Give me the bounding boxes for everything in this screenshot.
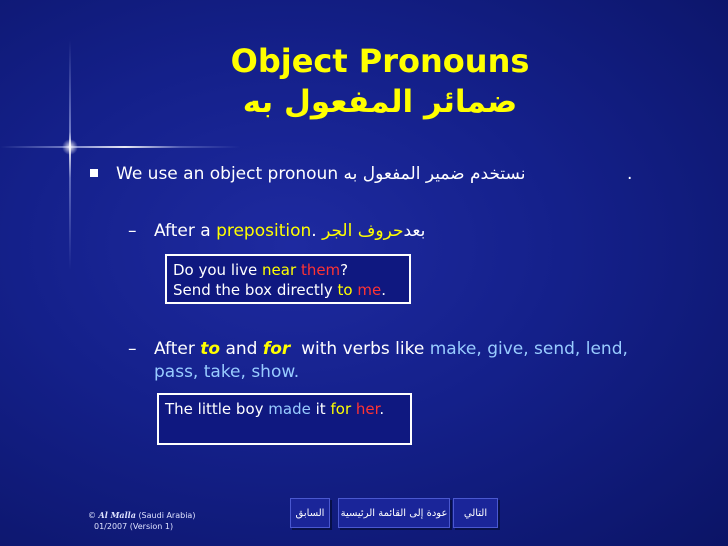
sub2-verbs-line2: pass, take, show.: [154, 362, 300, 382]
slide-title-english: Object Pronouns: [230, 42, 530, 80]
example2-punct: .: [379, 400, 385, 418]
example2-text: The little boy: [165, 400, 264, 418]
example1-text: Send the box directly: [173, 281, 333, 299]
example1-preposition: to: [337, 281, 353, 299]
bullet-text-arabic: نستخدم ضمير المفعول به: [343, 164, 526, 184]
sub1-period: .: [311, 221, 317, 241]
example-box-for: [157, 393, 412, 445]
sub2-for: for: [262, 339, 291, 359]
bullet-text-english: We use an object pronoun: [116, 164, 339, 184]
example1-pronoun: them: [300, 261, 341, 279]
nav-home-menu-button[interactable]: عودة إلى القائمة الرئيسية: [338, 498, 450, 528]
sparkle-star-icon: [62, 139, 78, 155]
example1-line2: [173, 280, 403, 300]
sub2-after: After: [154, 339, 195, 359]
sub1-arabic-keyword: حروف الجر: [322, 221, 404, 241]
example1-text: Do you live: [173, 261, 258, 279]
sub-bullet-preposition: [128, 221, 425, 241]
bullet-object-pronoun: [90, 164, 525, 184]
sub1-arabic: [322, 221, 425, 241]
slide-title-arabic: ضمائر المفعول به: [242, 84, 518, 120]
sub2-and: and: [225, 339, 258, 359]
example2-verb: made: [268, 400, 311, 418]
bullet-trailing-period: .: [627, 164, 633, 184]
footer-region: (Saudi Arabia): [138, 511, 196, 520]
example1-line1: [173, 260, 403, 280]
sub2-with-verbs: with verbs like: [301, 339, 425, 359]
footer-credit: [88, 510, 195, 532]
example2-pronoun: her: [355, 400, 380, 418]
example-box-preposition: [165, 254, 411, 304]
sparkle-horizontal-line: [0, 146, 240, 148]
sub2-to: to: [200, 339, 221, 359]
sub1-arabic-before: بعد: [403, 221, 426, 241]
example1-pronoun: me: [357, 281, 382, 299]
nav-previous-button[interactable]: السابق: [290, 498, 330, 528]
footer-version: 01/2007 (Version 1): [94, 522, 174, 531]
example2-object: it: [315, 400, 326, 418]
example1-punct: ?: [340, 261, 349, 279]
dash-bullet: –: [128, 221, 137, 241]
sub2-verbs-line1: make, give, send, lend,: [429, 339, 628, 359]
nav-next-button[interactable]: التالي: [453, 498, 498, 528]
sub1-keyword: preposition: [216, 221, 312, 241]
footer-brand: Al Malla: [98, 510, 136, 520]
sub1-before: After a: [154, 221, 211, 241]
example1-preposition: near: [262, 261, 297, 279]
sub-bullet-to-for: [128, 339, 628, 359]
copyright-symbol: ©: [88, 511, 96, 520]
example1-punct: .: [381, 281, 386, 299]
dash-bullet: –: [128, 339, 137, 359]
square-bullet-icon: [90, 169, 98, 177]
example2-preposition: for: [330, 400, 352, 418]
